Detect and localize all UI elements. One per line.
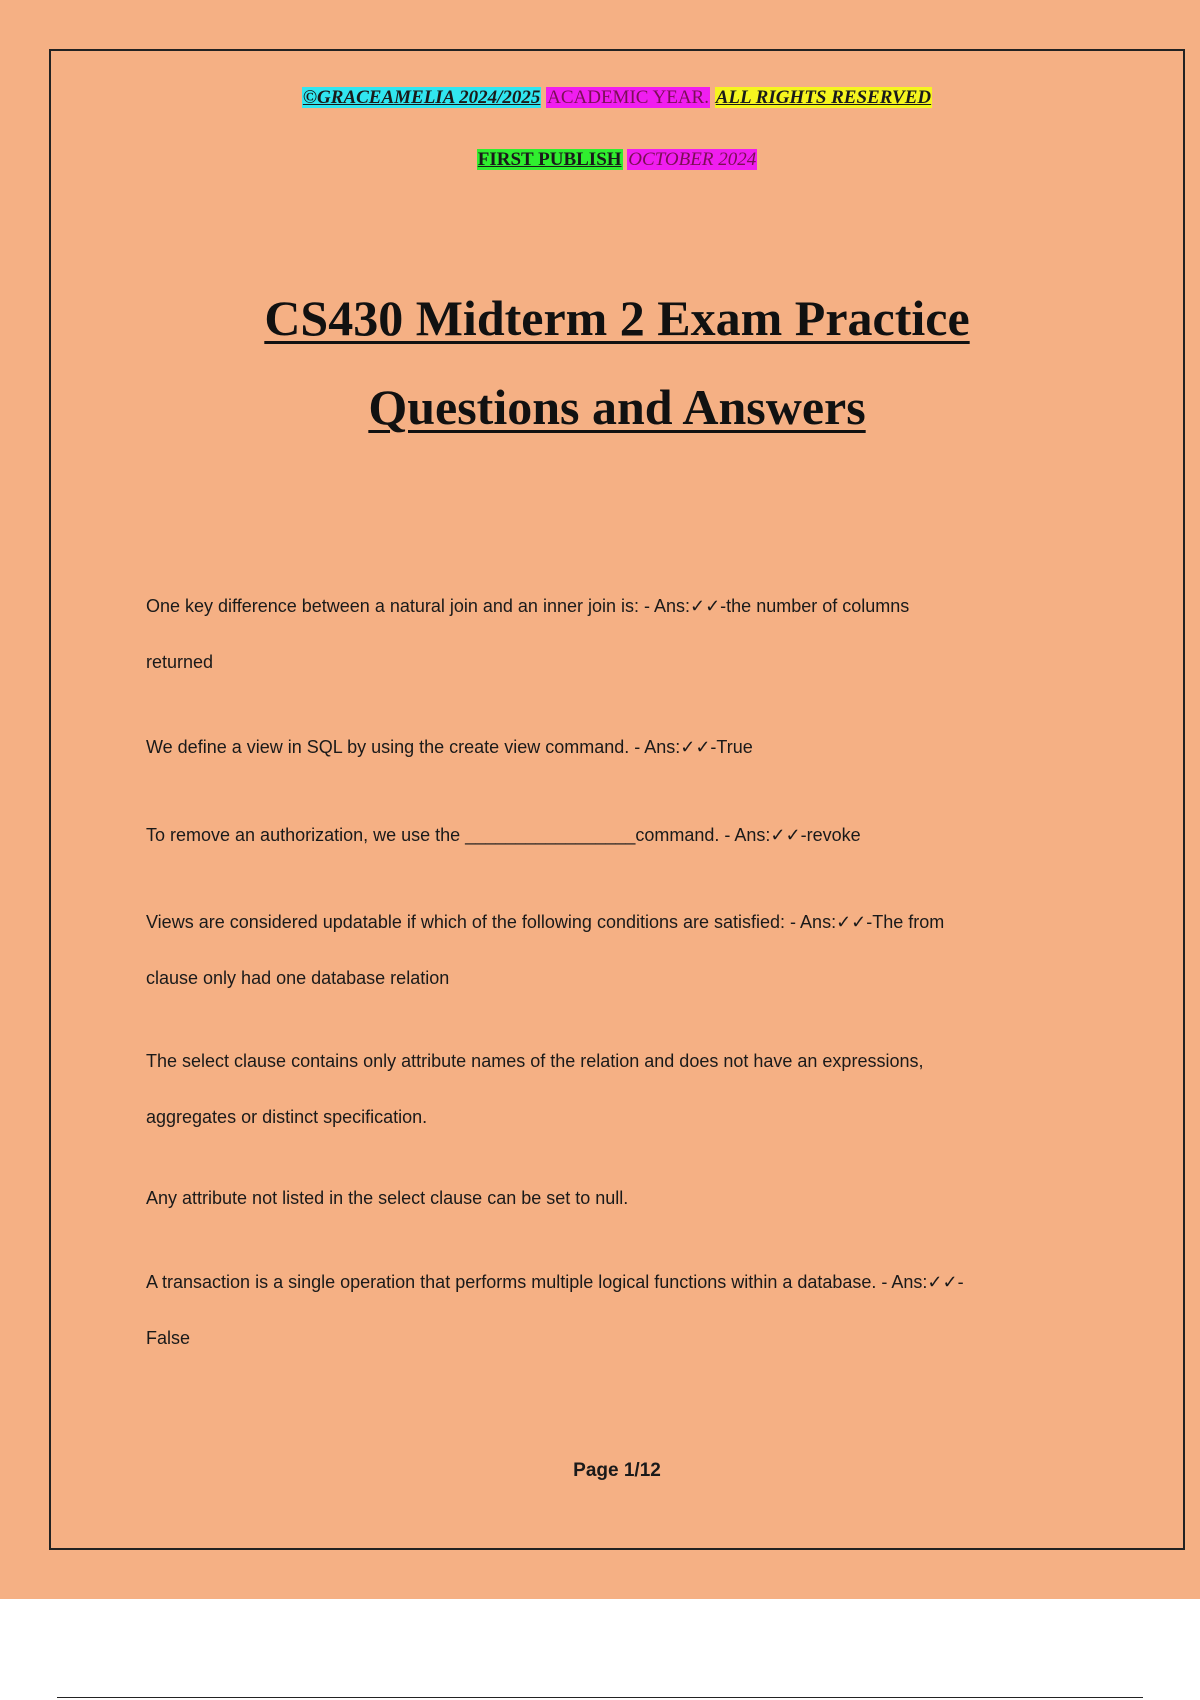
copyright-line bbox=[51, 86, 1183, 110]
next-page-rule bbox=[57, 1697, 1143, 1698]
qa-item-7 bbox=[146, 1254, 1146, 1366]
publish-date-text: OCTOBER 2024 bbox=[628, 149, 757, 170]
qa-line: To remove an authorization, we use the _________________command. - Ans:✓✓-revoke bbox=[146, 825, 861, 845]
qa-line: One key difference between a natural join and an inner join is: - Ans:✓✓-the number of columns bbox=[146, 596, 910, 616]
page-border bbox=[49, 49, 1185, 1550]
qa-line: The select clause contains only attribute names of the relation and does not have an expressions, bbox=[146, 1051, 924, 1071]
document-title-line-2: Questions and Answers bbox=[368, 379, 866, 435]
copyright-text: ©GRACEAMELIA 2024/2025 bbox=[302, 87, 541, 108]
qa-line: clause only had one database relation bbox=[146, 968, 450, 988]
qa-item-4 bbox=[146, 894, 1146, 1006]
publish-line bbox=[51, 148, 1183, 172]
first-publish-text: FIRST PUBLISH bbox=[477, 149, 622, 170]
document-title-line-1: CS430 Midterm 2 Exam Practice bbox=[264, 290, 970, 346]
qa-line: False bbox=[146, 1328, 191, 1348]
qa-line: returned bbox=[146, 652, 214, 672]
qa-item-1 bbox=[146, 578, 1146, 690]
qa-line: We define a view in SQL by using the create view command. - Ans:✓✓-True bbox=[146, 737, 753, 757]
qa-item-2 bbox=[146, 719, 1146, 775]
qa-line: A transaction is a single operation that performs multiple logical functions within a database. - Ans:✓✓- bbox=[146, 1272, 964, 1292]
qa-line: Views are considered updatable if which of the following conditions are satisfied: - Ans:✓✓-The from bbox=[146, 912, 945, 932]
qa-item-5 bbox=[146, 1033, 1146, 1145]
qa-line: Any attribute not listed in the select clause can be set to null. bbox=[146, 1188, 629, 1208]
qa-item-3 bbox=[146, 807, 1146, 863]
rights-text: ALL RIGHTS RESERVED bbox=[715, 87, 932, 108]
page-number: Page 1/12 bbox=[573, 1460, 661, 1481]
qa-item-6 bbox=[146, 1170, 1146, 1226]
qa-line: aggregates or distinct specification. bbox=[146, 1107, 428, 1127]
academic-year-text: ACADEMIC YEAR. bbox=[547, 87, 709, 108]
